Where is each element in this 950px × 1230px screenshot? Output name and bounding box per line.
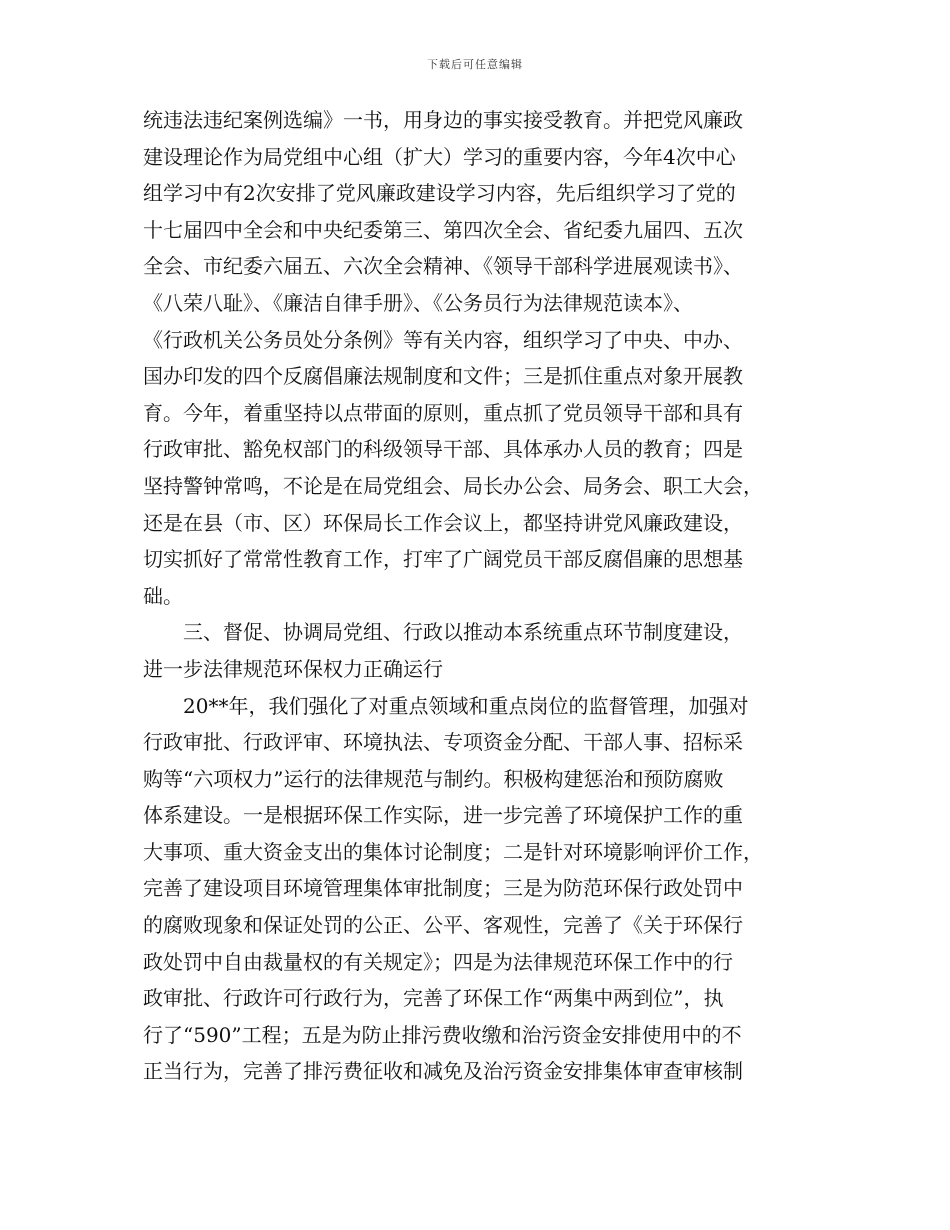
text-line: 购等“六项权力”运行的法律规范与制约。积极构建惩治和预防腐败 (143, 766, 724, 791)
text-line: 组学习中有2次安排了党风廉政建设学习内容，先后组织学习了党的 (143, 181, 736, 206)
text-line: 育。今年，着重坚持以点带面的原则，重点抓了党员领导干部和具有 (143, 400, 743, 425)
text-line: 行政审批、行政评审、环境执法、专项资金分配、干部人事、招标采 (143, 730, 743, 755)
text-line: 建设理论作为局党组中心组（扩大）学习的重要内容，今年4次中心 (143, 144, 736, 169)
text-line: 行政审批、豁免权部门的科级领导干部、具体承办人员的教育；四是 (143, 437, 743, 462)
text-line: 完善了建设项目环境管理集体审批制度；三是为防范环保行政处罚中 (143, 876, 743, 901)
section-heading-line: 进一步法律规范环保权力正确运行 (143, 656, 443, 681)
text-line: 体系建设。一是根据环保工作实际，进一步完善了环境保护工作的重 (143, 803, 743, 828)
text-line: 础。 (143, 583, 183, 608)
document-body (143, 102, 811, 1090)
text-line: 切实抓好了常常性教育工作，打牢了广阔党员干部反腐倡廉的思想基 (143, 547, 743, 572)
text-line: 大事项、重大资金支出的集体讨论制度；二是针对环境影响评价工作， (143, 839, 763, 864)
text-line: 《八荣八耻》、《廉洁自律手册》、《公务员行为法律规范读本》、 (143, 290, 693, 315)
text-line: 十七届四中全会和中央纪委第三、第四次全会、省纪委九届四、五次 (143, 217, 743, 242)
text-line: 正当行为，完善了排污费征收和减免及治污资金安排集体审查审核制 (143, 1059, 743, 1084)
text-line: 全会、市纪委六届五、六次全会精神、《领导干部科学进展观读书》、 (143, 254, 743, 279)
text-line: 政处罚中自由裁量权的有关规定》；四是为法律规范环保工作中的行 (143, 949, 733, 974)
text-line: 的腐败现象和保证处罚的公正、公平、客观性，完善了《关于环保行 (143, 913, 743, 938)
text-line: 20**年，我们强化了对重点领域和重点岗位的监督管理，加强对 (183, 693, 749, 718)
page-header: 下载后可任意编辑 (427, 58, 523, 71)
text-line: 国办印发的四个反腐倡廉法规制度和文件；三是抓住重点对象开展教 (143, 364, 743, 389)
text-line: 统违法违纪案例选编》一书，用身边的事实接受教育。并把党风廉政 (143, 108, 743, 132)
text-line: 还是在县（市、区）环保局长工作会议上，都坚持讲党风廉政建设， (143, 510, 743, 535)
text-line: 行了“590”工程；五是为防止排污费收缴和治污资金安排使用中的不 (143, 1022, 742, 1047)
section-heading-line: 三、督促、协调局党组、行政以推动本系统重点环节制度建设， (183, 620, 743, 645)
text-line: 坚持警钟常鸣，不论是在局党组会、局长办公会、局务会、职工大会， (143, 473, 763, 498)
text-line: 政审批、行政许可行政行为，完善了环保工作“两集中两到位”，执 (143, 986, 724, 1011)
text-line: 《行政机关公务员处分条例》等有关内容，组织学习了中央、中办、 (143, 327, 743, 352)
